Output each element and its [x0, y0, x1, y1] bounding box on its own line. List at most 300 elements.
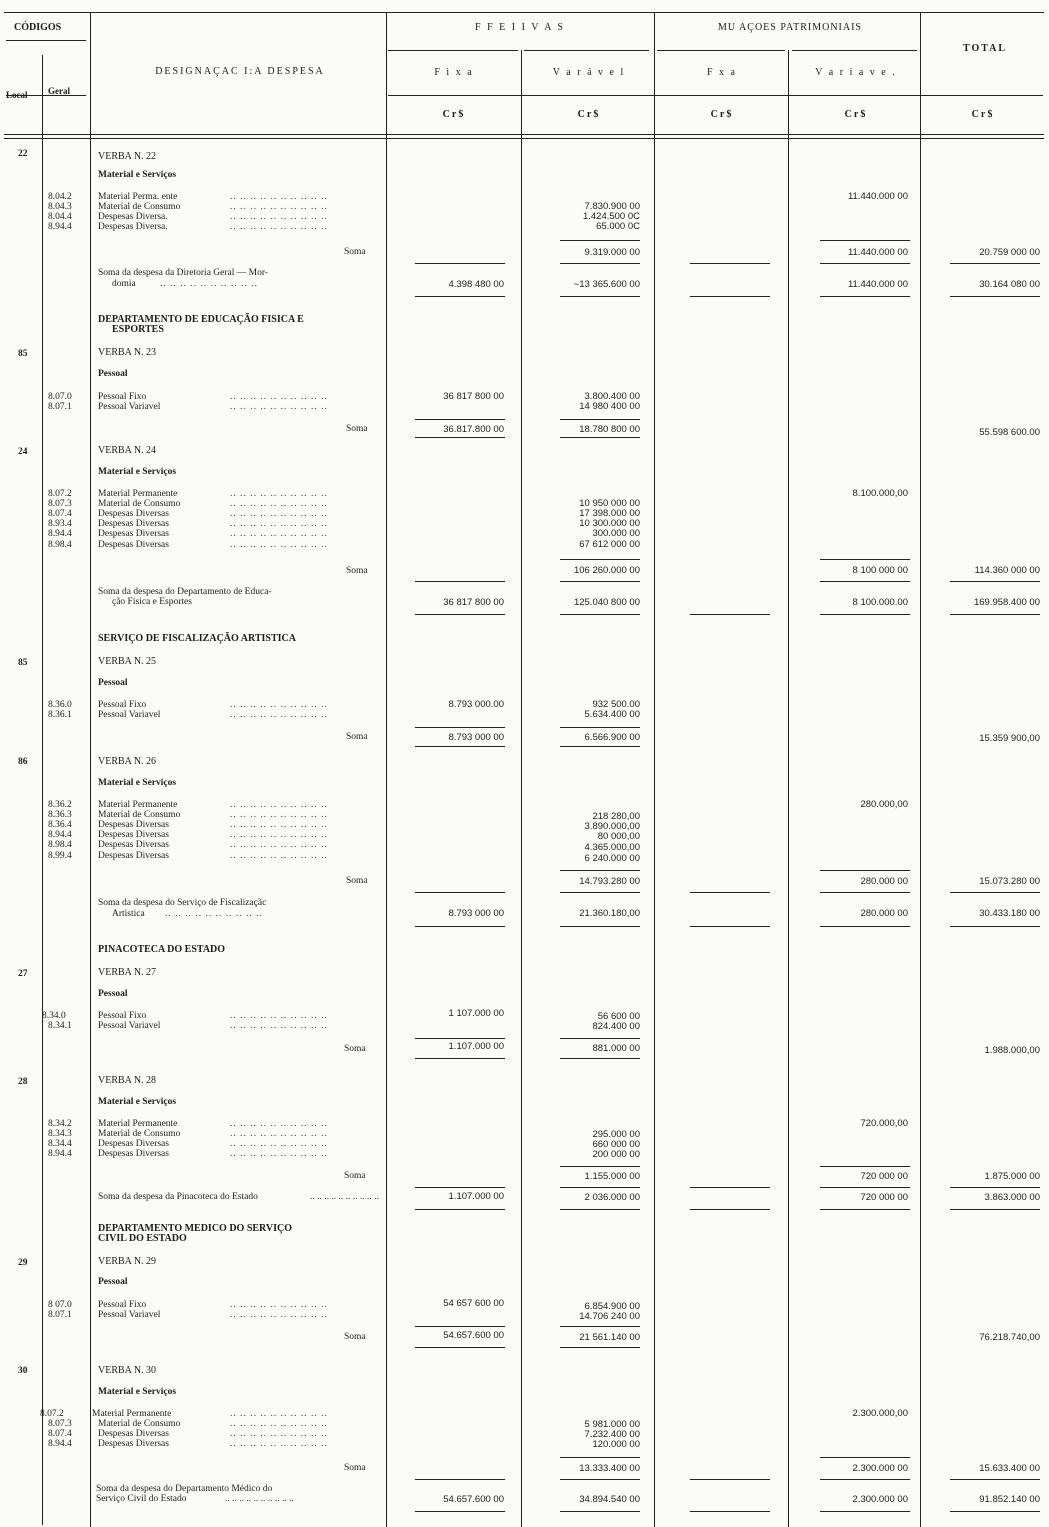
- soma-mv: 11.440.000 00: [847, 247, 908, 258]
- total-ev: 2 036.000 00: [584, 1192, 640, 1203]
- sum-rule: [415, 746, 505, 747]
- row-local: 24: [18, 447, 28, 457]
- geral-code: 8.07.4: [48, 509, 72, 519]
- dot-leader: .. .. .. .. .. .. .. .. .. ..: [230, 1310, 328, 1320]
- line-desc: Pessoal Variavel: [98, 1021, 161, 1031]
- ev-value: 4.365.000,00: [584, 842, 640, 853]
- total-total: 30.433.180 00: [979, 908, 1040, 919]
- header-variavel-mutacoes: V a r i a v e .: [815, 67, 897, 78]
- sum-rule: [560, 892, 640, 893]
- dot-leader: .. .. .. .. .. .. .. .. .. ..: [230, 509, 328, 519]
- row-local: 22: [18, 149, 28, 159]
- header-local: Local: [6, 90, 28, 100]
- ev-value: 5.634.400 00: [584, 709, 640, 720]
- row-local: 85: [18, 658, 28, 668]
- verba-heading: VERBA N. 30: [98, 1365, 157, 1376]
- total-rule: [950, 296, 1040, 297]
- line-desc: Pessoal Fixo: [98, 1300, 147, 1310]
- sum-rule: [820, 892, 910, 893]
- soma-ev: 1.155.000 00: [584, 1171, 640, 1182]
- section-title: SERVIÇO DE FISCALIZAÇÃO ARTISTICA: [98, 633, 296, 644]
- ev-value: 10 950 000 00: [579, 498, 640, 509]
- dot-leader: .. .. .. .. .. .. .. .. .. ..: [230, 800, 328, 810]
- header-cr-5: Cr$: [971, 109, 995, 120]
- soma-total: 1.875.000 00: [984, 1171, 1040, 1182]
- line-desc: Despesas Diversa.: [98, 222, 168, 232]
- soma-total-desc: Soma da despesa do Serviço de Fiscalizaçãc: [98, 898, 267, 908]
- dot-leader: .. .. .. .. .. .. .. .. .. ..: [230, 519, 328, 529]
- row-local: 30: [18, 1366, 28, 1376]
- codigos-rule: [6, 40, 86, 41]
- soma-ef: 8.793 000 00: [448, 732, 504, 743]
- sum-rule: [415, 1038, 505, 1039]
- total-ef: 8.793 000 00: [448, 908, 504, 919]
- dot-leader: .. .. .. .. .. .. .. .. .. ..: [230, 700, 328, 710]
- sum-rule: [560, 746, 640, 747]
- line-desc: Despesas Diversas: [98, 1139, 169, 1149]
- header-total: TOTAL: [962, 43, 1008, 54]
- geral-code: 8.36.3: [48, 810, 72, 820]
- total-rule: [690, 926, 770, 927]
- line-desc: Despesas Diversas: [98, 1149, 169, 1159]
- sum-rule: [415, 727, 505, 728]
- total-ev: ~13 365.600 00: [573, 279, 640, 290]
- ev-value: 932 500.00: [592, 699, 640, 710]
- soma-label: Soma: [344, 1332, 366, 1342]
- sum-rule: [415, 1326, 505, 1327]
- sum-rule: [560, 437, 640, 438]
- line-desc: Pessoal Variavel: [98, 1310, 161, 1320]
- soma-ev: 9.319.000 00: [584, 247, 640, 258]
- dot-leader: .. .. .. .. .. .. .. .. .. ..: [230, 1149, 328, 1159]
- sum-rule: [415, 892, 505, 893]
- ev-value: 3.890.000,00: [584, 821, 640, 832]
- col-desc-right: [386, 12, 387, 1527]
- ev-value: 660 000 00: [592, 1139, 640, 1150]
- dot-leader: .. .. .. .. .. .. .. .. .. ..: [230, 1119, 328, 1129]
- ev-value: 6 240.000 00: [584, 853, 640, 864]
- ev-value: 824.400 00: [592, 1021, 640, 1032]
- soma-ev: 13.333.400 00: [579, 1463, 640, 1474]
- ev-value: 120.000 00: [592, 1439, 640, 1450]
- soma-label: Soma: [344, 1171, 366, 1181]
- dot-leader: .. .. .. .. .. .. .. .. .. ..: [225, 1494, 294, 1504]
- ev-value: 6.854.900 00: [584, 1301, 640, 1312]
- sum-rule: [560, 1326, 640, 1327]
- dot-leader: .. .. .. .. .. .. .. .. .. ..: [230, 392, 328, 402]
- total-rule: [820, 296, 910, 297]
- ef-value: 54 657 600 00: [443, 1298, 504, 1309]
- total-rule: [415, 296, 505, 297]
- total-rule: [560, 296, 640, 297]
- dot-leader: .. .. .. .. .. .. .. .. .. ..: [230, 810, 328, 820]
- total-total: 91.852.140 00: [979, 1494, 1040, 1505]
- soma-ef: 1.107.000 00: [448, 1041, 504, 1052]
- line-desc: Material de Consumo: [98, 1129, 181, 1139]
- soma-ev: 14.793.280 00: [579, 876, 640, 887]
- line-desc: Despesas Diversas: [98, 1429, 169, 1439]
- header-mutacoes: MU AÇOES PATRIMONIAIS: [718, 22, 862, 33]
- total-ef: 54.657.600 00: [443, 1494, 504, 1505]
- total-total: 3.863.000 00: [984, 1192, 1040, 1203]
- soma-ev: 21 561.140 00: [579, 1332, 640, 1343]
- sum-rule: [560, 1479, 640, 1480]
- ev-value: 10 300.000 00: [579, 518, 640, 529]
- header-variavel-efetivas: V a r á v e l: [552, 67, 626, 78]
- dept-title: DEPARTAMENTO MEDICO DO SERVIÇO: [98, 1223, 293, 1234]
- ev-value: 7.232.400 00: [584, 1429, 640, 1440]
- dot-leader: .. .. .. .. .. .. .. .. .. ..: [230, 840, 328, 850]
- col-geral-right: [90, 12, 91, 1527]
- sum-rule: [560, 1166, 640, 1167]
- header-geral: Geral: [48, 86, 70, 96]
- geral-code: 8.93.4: [48, 519, 72, 529]
- mv-value: 2.300.000,00: [852, 1408, 908, 1419]
- mv-value: 8.100.000,00: [852, 488, 908, 499]
- sub-heading: Pessoal: [98, 369, 128, 379]
- geral-code: 8.34.4: [48, 1139, 72, 1149]
- header-cr-4: Cr$: [844, 109, 868, 120]
- line-desc: Material de Consumo: [98, 810, 181, 820]
- geral-code: 8.94.4: [48, 830, 72, 840]
- row-local: 28: [18, 1077, 28, 1087]
- sum-rule: [820, 559, 910, 560]
- line-desc: Pessoal Fixo: [98, 392, 147, 402]
- geral-code: 8.34.2: [48, 1119, 72, 1129]
- sum-rule: [690, 1479, 770, 1480]
- ev-value: 200 000 00: [592, 1149, 640, 1160]
- geral-code: 8.99.4: [48, 851, 72, 861]
- line-desc: Pessoal Variavel: [98, 710, 161, 720]
- col-local-right: [42, 55, 43, 1525]
- geral-code: 8.36.0: [48, 700, 72, 710]
- sum-rule: [560, 559, 640, 560]
- total-mv: 8 100.000.00: [852, 597, 908, 608]
- sum-rule: [820, 263, 910, 264]
- dot-leader: .. .. .. .. .. .. .. .. .. ..: [165, 909, 263, 919]
- ev-value: 14 980 400 00: [579, 401, 640, 412]
- total-rule: [820, 614, 910, 615]
- sum-rule: [560, 1058, 640, 1059]
- soma-ev: 18.780 800 00: [579, 424, 640, 435]
- header-bottom-rule: [4, 134, 1044, 135]
- sum-rule: [560, 419, 640, 420]
- ev-value: 56 600 00: [597, 1011, 640, 1022]
- total-rule: [415, 614, 505, 615]
- total-rule: [690, 614, 770, 615]
- soma-total: 15.359 900,00: [979, 733, 1040, 744]
- geral-code: 8.98.4: [48, 840, 72, 850]
- geral-code: 8.07.4: [48, 1429, 72, 1439]
- sum-rule: [690, 263, 770, 264]
- sum-rule: [560, 1347, 640, 1348]
- soma-mv: 8 100 000 00: [852, 565, 908, 576]
- geral-code: 8.36.4: [48, 820, 72, 830]
- ef-value: 36 817 800 00: [443, 391, 504, 402]
- header-cr-2: Cr$: [577, 109, 601, 120]
- header-codigos: CÓDIGOS: [14, 22, 62, 33]
- dot-leader: .. .. .. .. .. .. .. .. .. ..: [310, 1192, 379, 1202]
- dot-leader: .. .. .. .. .. .. .. .. .. ..: [230, 202, 328, 212]
- sum-rule: [415, 263, 505, 264]
- sub-heading: Pessoal: [98, 989, 128, 999]
- ev-value: 17 398.000 00: [579, 508, 640, 519]
- header-fixa-mutacoes: F x a: [707, 67, 737, 78]
- col-ef-right: [521, 50, 522, 1527]
- sum-rule: [560, 1187, 640, 1188]
- dot-leader: .. .. .. .. .. .. .. .. .. ..: [230, 1419, 328, 1429]
- header-fixa-efetivas: F i x a: [434, 67, 474, 78]
- geral-code: 8.34.1: [48, 1021, 72, 1031]
- sum-rule: [415, 437, 505, 438]
- dot-leader: .. .. .. .. .. .. .. .. .. ..: [230, 1429, 328, 1439]
- efetivas-rule-1: [388, 50, 518, 51]
- ef-value: 1 107.000 00: [448, 1008, 504, 1019]
- sum-rule: [415, 581, 505, 582]
- dot-leader: .. .. .. .. .. .. .. .. .. ..: [230, 1021, 328, 1031]
- dot-leader: .. .. .. .. .. .. .. .. .. ..: [160, 279, 258, 289]
- sum-rule: [820, 1479, 910, 1480]
- total-rule: [820, 926, 910, 927]
- sum-rule: [950, 263, 1040, 264]
- total-rule: [820, 1209, 910, 1210]
- section-title: PINACOTECA DO ESTADO: [98, 944, 226, 955]
- sum-rule: [690, 892, 770, 893]
- row-local: 27: [18, 969, 28, 979]
- line-desc: Material Permanente: [92, 1409, 172, 1419]
- line-desc: Despesas Diversas: [98, 1439, 169, 1449]
- total-mv: 280.000 00: [860, 908, 908, 919]
- mv-value: 280.000,00: [860, 799, 908, 810]
- soma-mv: 720 000 00: [860, 1171, 908, 1182]
- row-local: 86: [18, 757, 28, 767]
- total-ef: 4.398 480 00: [448, 279, 504, 290]
- ev-value: 67 612 000 00: [579, 539, 640, 550]
- verba-heading: VERBA N. 22: [98, 151, 157, 162]
- geral-code: 8.07.2: [48, 489, 72, 499]
- soma-total-desc: ção Fisica e Esportes: [112, 597, 192, 607]
- soma-total: 15.073.280 00: [979, 876, 1040, 887]
- sub-heading: Pessoal: [98, 1277, 128, 1287]
- total-rule: [690, 296, 770, 297]
- col-mf-right: [788, 50, 789, 1527]
- dot-leader: .. .. .. .. .. .. .. .. .. ..: [230, 222, 328, 232]
- line-desc: Pessoal Fixo: [98, 700, 147, 710]
- soma-total-desc: Artistica: [112, 909, 145, 919]
- sum-rule: [820, 581, 910, 582]
- line-desc: Despesas Diversas: [98, 840, 169, 850]
- sub-heading: Material e Serviços: [98, 1097, 177, 1107]
- geral-code: 8.04.3: [48, 202, 72, 212]
- sum-rule: [820, 870, 910, 871]
- ev-value: 300.000 00: [592, 528, 640, 539]
- sum-rule: [820, 240, 910, 241]
- ev-value: 5 981.000 00: [584, 1419, 640, 1430]
- dot-leader: .. .. .. .. .. .. .. .. .. ..: [230, 529, 328, 539]
- total-rule: [950, 614, 1040, 615]
- total-total: 30.164 080 00: [979, 279, 1040, 290]
- dept-title: DEPARTAMENTO DE EDUCAÇÃO FISICA E: [98, 314, 304, 325]
- dot-leader: .. .. .. .. .. .. .. .. .. ..: [230, 1011, 328, 1021]
- geral-code: 8.94.4: [48, 529, 72, 539]
- dot-leader: .. .. .. .. .. .. .. .. .. ..: [230, 1129, 328, 1139]
- header-designacao: DESIGNAÇAC I:A DESPESA: [155, 66, 325, 77]
- dot-leader: .. .. .. .. .. .. .. .. .. ..: [230, 1300, 328, 1310]
- soma-label: Soma: [346, 732, 368, 742]
- sum-rule: [820, 1457, 910, 1458]
- verba-heading: VERBA N. 27: [98, 967, 157, 978]
- sum-rule: [950, 1187, 1040, 1188]
- sum-rule: [560, 1038, 640, 1039]
- line-desc: Despesas Diversas: [98, 830, 169, 840]
- soma-total: 15.633.400 00: [979, 1463, 1040, 1474]
- ev-value: 295.000 00: [592, 1129, 640, 1140]
- sum-rule: [560, 870, 640, 871]
- sum-rule: [820, 1187, 910, 1188]
- total-rule: [415, 1511, 505, 1512]
- total-rule: [415, 1209, 505, 1210]
- ev-value: 7.830.900 00: [584, 201, 640, 212]
- soma-ev: 881.000 00: [592, 1043, 640, 1054]
- sum-rule: [950, 892, 1040, 893]
- total-rule: [415, 926, 505, 927]
- dept-title: CIVIL DO ESTADO: [98, 1233, 187, 1244]
- col-ev-right: [654, 12, 655, 1527]
- geral-code: 8.07.3: [48, 1419, 72, 1429]
- header-cr-3: Cr$: [710, 109, 734, 120]
- mut-rule-1: [657, 50, 785, 51]
- verba-heading: VERBA N. 26: [98, 756, 157, 767]
- sum-rule: [415, 419, 505, 420]
- total-rule: [560, 1209, 640, 1210]
- soma-mv: 2.300.000 00: [852, 1463, 908, 1474]
- verba-heading: VERBA N. 25: [98, 656, 157, 667]
- total-rule: [690, 1209, 770, 1210]
- ev-value: 3.800.400 00: [584, 391, 640, 402]
- dot-leader: .. .. .. .. .. .. .. .. .. ..: [230, 1139, 328, 1149]
- soma-total-desc: Soma da despesa do Departamento Médico do: [96, 1484, 273, 1494]
- total-ev: 34.894.540 00: [579, 1494, 640, 1505]
- sum-rule: [415, 1347, 505, 1348]
- dot-leader: .. .. .. .. .. .. .. .. .. ..: [230, 192, 328, 202]
- soma-ev: 106 260.000 00: [573, 565, 640, 576]
- soma-total: 76.218.740,00: [979, 1332, 1040, 1343]
- sub-heading: Material e Serviços: [98, 778, 177, 788]
- ef-value: 8.793 000.00: [448, 699, 504, 710]
- line-desc: Material Permanente: [98, 800, 178, 810]
- total-rule: [560, 926, 640, 927]
- total-rule: [950, 1209, 1040, 1210]
- total-total: 169.958.400 00: [973, 597, 1040, 608]
- sum-rule: [690, 1187, 770, 1188]
- top-rule: [4, 12, 1044, 13]
- header-bottom-rule-2: [4, 138, 1044, 139]
- dot-leader: .. .. .. .. .. .. .. .. .. ..: [230, 710, 328, 720]
- ev-value: 80 000,00: [597, 831, 640, 842]
- line-desc: Material Permanente: [98, 489, 178, 499]
- dot-leader: .. .. .. .. .. .. .. .. .. ..: [230, 830, 328, 840]
- soma-label: Soma: [346, 566, 368, 576]
- dot-leader: .. .. .. .. .. .. .. .. .. ..: [230, 540, 328, 550]
- soma-label: Soma: [346, 876, 368, 886]
- row-local: 29: [18, 1258, 28, 1268]
- line-desc: Despesas Diversas: [98, 529, 169, 539]
- geral-code: 8.98.4: [48, 540, 72, 550]
- ev-value: 14.706 240 00: [579, 1311, 640, 1322]
- header-cr-1: Cr$: [442, 109, 466, 120]
- total-mv: 2.300.000 00: [852, 1494, 908, 1505]
- geral-code: 8.94.4: [48, 222, 72, 232]
- sum-rule: [560, 263, 640, 264]
- total-ef: 1.107.000 00: [448, 1191, 504, 1202]
- line-desc: Despesas Diversas: [98, 509, 169, 519]
- total-rule: [560, 614, 640, 615]
- line-desc: Material de Consumo: [98, 1419, 181, 1429]
- soma-ef: 36.817.800 00: [443, 424, 504, 435]
- total-mv: 720 000 00: [860, 1192, 908, 1203]
- line-desc: Despesas Diversas: [98, 540, 169, 550]
- row-local: 85: [18, 349, 28, 359]
- verba-heading: VERBA N. 28: [98, 1075, 157, 1086]
- geral-code: 8.04.4: [48, 212, 72, 222]
- sum-rule: [820, 1166, 910, 1167]
- soma-total-desc: Soma da despesa da Pinacoteca do Estado: [98, 1192, 258, 1202]
- line-desc: Material Permanente: [98, 1119, 178, 1129]
- sum-rule: [415, 1058, 505, 1059]
- total-ev: 21.360.180,00: [579, 908, 640, 919]
- geral-code: 8.07.2: [40, 1409, 64, 1419]
- sum-rule: [415, 1187, 505, 1188]
- verba-heading: VERBA N. 29: [98, 1256, 157, 1267]
- geral-code: 8.07.1: [48, 1310, 72, 1320]
- line-desc: Material Perma. ente: [98, 192, 178, 202]
- soma-total-desc: domia: [112, 279, 136, 289]
- geral-code: 8 07.0: [48, 1300, 72, 1310]
- geral-code: 8.07.3: [48, 499, 72, 509]
- total-rule: [950, 1511, 1040, 1512]
- ev-value: 218 280,00: [592, 811, 640, 822]
- ev-value: 65.000 0C: [596, 221, 640, 232]
- total-mv: 11.440.000 00: [847, 279, 908, 290]
- soma-total-desc: Serviço Civil do Estado: [96, 1494, 187, 1504]
- verba-heading: VERBA N. 23: [98, 347, 157, 358]
- line-desc: Material de Consumo: [98, 202, 181, 212]
- total-ef: 36 817 800 00: [443, 597, 504, 608]
- verba-heading: VERBA N. 24: [98, 445, 157, 456]
- sum-rule: [560, 581, 640, 582]
- dept-title: ESPORTES: [112, 324, 164, 335]
- soma-label: Soma: [344, 1044, 366, 1054]
- geral-code: 8.07.0: [48, 392, 72, 402]
- soma-label: Soma: [346, 424, 368, 434]
- geral-code: 8.34.3: [48, 1129, 72, 1139]
- geral-code: 8.36.1: [48, 710, 72, 720]
- ev-value: 1.424.500 0C: [582, 211, 640, 222]
- geral-code: 8.07.1: [48, 402, 72, 412]
- total-rule: [950, 926, 1040, 927]
- geral-code: 8.36.2: [48, 800, 72, 810]
- sum-rule: [560, 727, 640, 728]
- sub-heading: Material e Serviços: [98, 467, 177, 477]
- line-desc: Despesas Diversa.: [98, 212, 168, 222]
- geral-code: 8.94.4: [48, 1149, 72, 1159]
- geral-code: 8.04.2: [48, 192, 72, 202]
- soma-ef: 54.657.600 00: [443, 1330, 504, 1341]
- dot-leader: .. .. .. .. .. .. .. .. .. ..: [230, 851, 328, 861]
- soma-total: 20.759 000 00: [979, 247, 1040, 258]
- mv-value: 11.440.000 00: [847, 191, 908, 202]
- line-desc: Despesas Diversas: [98, 851, 169, 861]
